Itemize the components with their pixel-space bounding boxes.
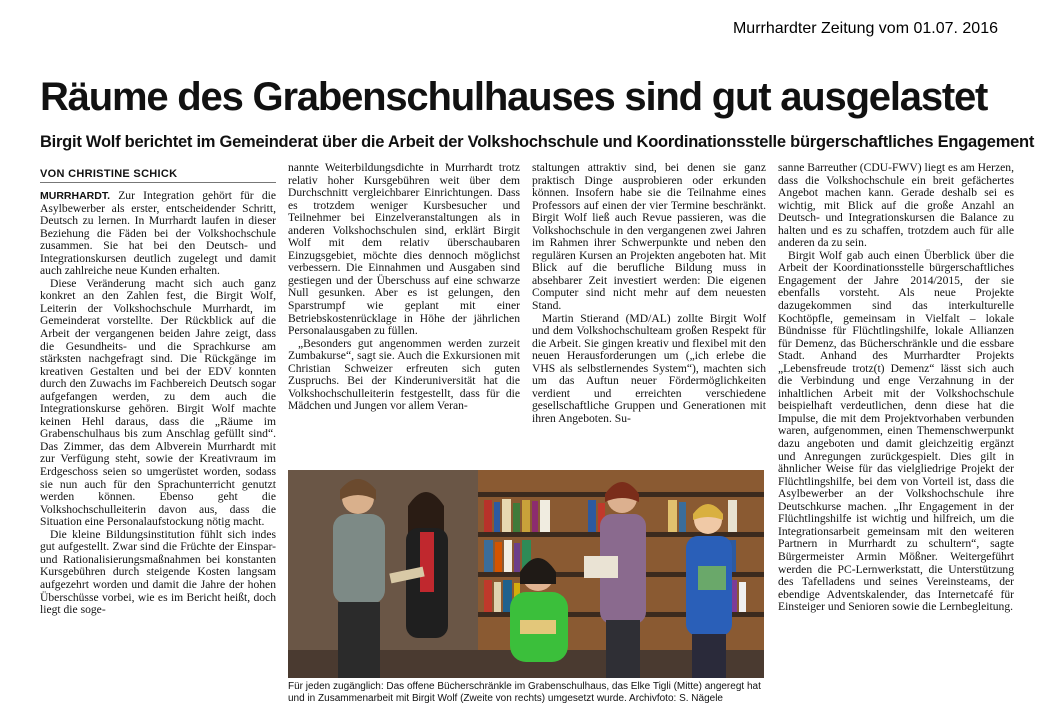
article-photo xyxy=(288,470,764,678)
photo-caption: Für jeden zugänglich: Das offene Bücherschränkle im Grabenschulhaus, das Elke Tigli (Mitte) angeregt hat und in Zusammenarbeit mit Birgit Wolf (Zweite von rechts) umgesetzt wurde. Archivfoto: S. Nägele xyxy=(288,681,761,704)
paragraph: Diese Veränderung macht sich auch ganz konkret an den Zahlen fest, die Birgit Wolf, Leiterin der Volkshochschule Murrhardt, im Gemeinderat vorstellte. Der Rückblick auf die Arbeit der vergangenen beiden Jahre zeigt, dass die Gesundheits- und die Sprachkurse am stärksten nachgefragt sind. Die Rückgänge im kreativen Gestalten und bei der EDV konnten durch den Zuwachs im Fachbereich Deutsch sogar aufgefangen werden, zu dem auch die Integrationskurse gehören. Birgit Wolf machte keinen Hehl daraus, dass die „Räume im Grabenschulhaus bis zum Anschlag gefüllt sind“. Das Zimmer, das dem Albverein Murrhardt mit zur Verfügung steht, sowie der Kreativraum im Erdgeschoss seien so umgerüstet worden, sodass sie nun auch für den Sprachunterricht genutzt werden können. Ebenso geht die Volkshochschulleiterin davon aus, dass die Situation eine Personalaufstockung nötig macht. xyxy=(40,276,276,529)
article-column-2 xyxy=(288,162,520,462)
paragraph: Die kleine Bildungsinstitution fühlt sich indes gut aufgestellt. Zwar sind die Früchte der Einspar- und Rationalisierungsmaßnahmen bei konstanten Kursgebühren durch steigende Kosten langsam aufgezehrt worden und damit die Jahre der hohen Überschüsse vorbei, wie es im Bericht heißt, doch liegt die soge- xyxy=(40,527,276,617)
photo-illustration xyxy=(288,470,764,678)
byline-rule xyxy=(40,182,276,183)
source-line: Murrhardter Zeitung vom 01.07. 2016 xyxy=(732,20,998,37)
paragraph-text: Zur Integration gehört für die Asylbewerber als erster, entscheidender Schritt, Deutsch zu lernen. In Murrhardt laufen in dieser Beziehung die Fäden bei der Volkshochschule zusammen. Sie hat bei den Deutsch- und Integrationskursen deutlich zugelegt und damit auch zahlreiche neue Kunden erhalten. xyxy=(40,190,276,278)
paragraph: Birgit Wolf gab auch einen Überblick über die Arbeit der Koordinationsstelle bürgerschaftliches Engagement der Jahre 2014/2015, der sie ebenfalls vorsteht. Als neue Projekte dazugekommen sind das interkulturelle Kochtöpfle, gemeinsam in Vielfalt – lokale Bündnisse für Flüchtlingshilfe, lokale Allianzen für Demenz, das Bücherschränkle und die essbare Stadt. Anhand des Murrhardter Projekts „Lebensfreude trotz(t) Demenz“ lässt sich auch die Verbindung und enge Verzahnung in der inhaltlichen Arbeit mit der Volkshochschule beispielhaft verdeutlichen, denn diese hat die Impulse, die mit dem Projektvorhaben verbunden waren, aufgenommen, einen Themenschwerpunkt dazu angeboten und damit gleichzeitig ergänzt und Anregungen zurückgespielt. Dies gilt in ähnlicher Weise für das vielgliedrige Projekt der Flüchtlingshilfe, bei dem von Vorteil ist, dass die Asylbewerber an der Volkshochschule ihre Deutschkurse machen. „Ihr Engagement in der Flüchtlingshilfe ist wichtig und hilfreich, um die Integrationsarbeit gemeinsam mit den weiteren Partnern in Murrhardt zu schultern“, sagte Bürgermeister Armin Mößner. Weitergeführt werden die PC-Lernwerkstatt, die Unterstützung des Tafelladens und seines Vereinsteams, der ebendige Adventskalender, das Internetcafé für Einsteiger und Senioren sowie die Lernbegleitung. xyxy=(778,248,1014,614)
paragraph: sanne Barreuther (CDU-FWV) liegt es am Herzen, dass die Volkshochschule ein breit gefächertes Angebot machen kann. Gerade deshalb sei es wichtig, mit Blick auf die große Anzahl an Deutsch- und Integrationskursen die Balance zu halten und es zu schaffen, trotzdem auch für alle anderen da zu sein. xyxy=(778,162,1014,250)
paragraph: staltungen attraktiv sind, bei denen sie ganz praktisch Dinge ausprobieren oder erkunden können. Insofern habe sie die Teilnahme eines Professors auf einen der vier Termine beschränkt. Birgit Wolf ließ auch Revue passieren, was die Volkshochschule in den vergangenen zwei Jahren im Rahmen ihrer Schwerpunkte und neben den regulären Kursen an Projekten angeboten hat. Mit Blick auf die berufliche Bildung muss in absehbarer Zeit investiert werden: Die eigenen Computer sind nicht mehr auf dem neuesten Stand. xyxy=(532,162,766,313)
paragraph: Martin Stierand (MD/AL) zollte Birgit Wolf und dem Volkshochschulteam großen Respekt für die Arbeit. Sie gingen kreativ und flexibel mit den neuen Herausforderungen um („ich erlebe die VHS als selbstlernendes System“), machten sich um das Auftun neuer Fördermöglichkeiten verdient und erreichten verschiedene gesellschaftliche Gruppen und Generationen mit ihren Angeboten. Su- xyxy=(532,311,766,425)
subheadline: Birgit Wolf berichtet im Gemeinderat über die Arbeit der Volkshochschule und Koordinationsstelle bürgerschaftliches Engagement xyxy=(40,133,1035,151)
dateline: MURRHARDT. xyxy=(40,190,110,202)
article-column-3 xyxy=(532,162,766,462)
headline: Räume des Grabenschulhauses sind gut ausgelastet xyxy=(40,75,988,119)
paragraph xyxy=(40,190,276,278)
article-column-1 xyxy=(40,190,276,720)
byline: VON CHRISTINE SCHICK xyxy=(40,168,178,180)
article-column-4 xyxy=(778,162,1014,722)
paragraph: „Besonders gut angenommen werden zurzeit Zumbakurse“, sagt sie. Auch die Exkursionen mit Christian Schweizer erfreuten sich guten Zuspruchs. Bei der Kinderuniversität hat die Volkshochschulleiterin festgestellt, dass für die Mädchen und Jungen vor allem Veran- xyxy=(288,336,520,413)
paragraph: nannte Weiterbildungsdichte in Murrhardt trotz relativ hoher Kursgebühren weit über dem Durchschnitt vergleichbarer Einrichtungen. Dass es trotzdem weniger Kursbesucher und Teilnehmer bei Einzelveranstaltungen als in anderen Volkshochschulen sind, erklärt Birgit Wolf mit dem relativ überschaubaren Einzugsgebiet, möchte dies dennoch möglichst verbessern. Die Einnahmen und Ausgaben sind gestiegen und der Überschuss auf eine schwarze Null gesunken. Aber es ist gelungen, den Sparstrumpf wie geplant mit einer Betriebskostenrücklage in Höhe der jährlichen Personalausgaben zu füllen. xyxy=(288,162,520,338)
